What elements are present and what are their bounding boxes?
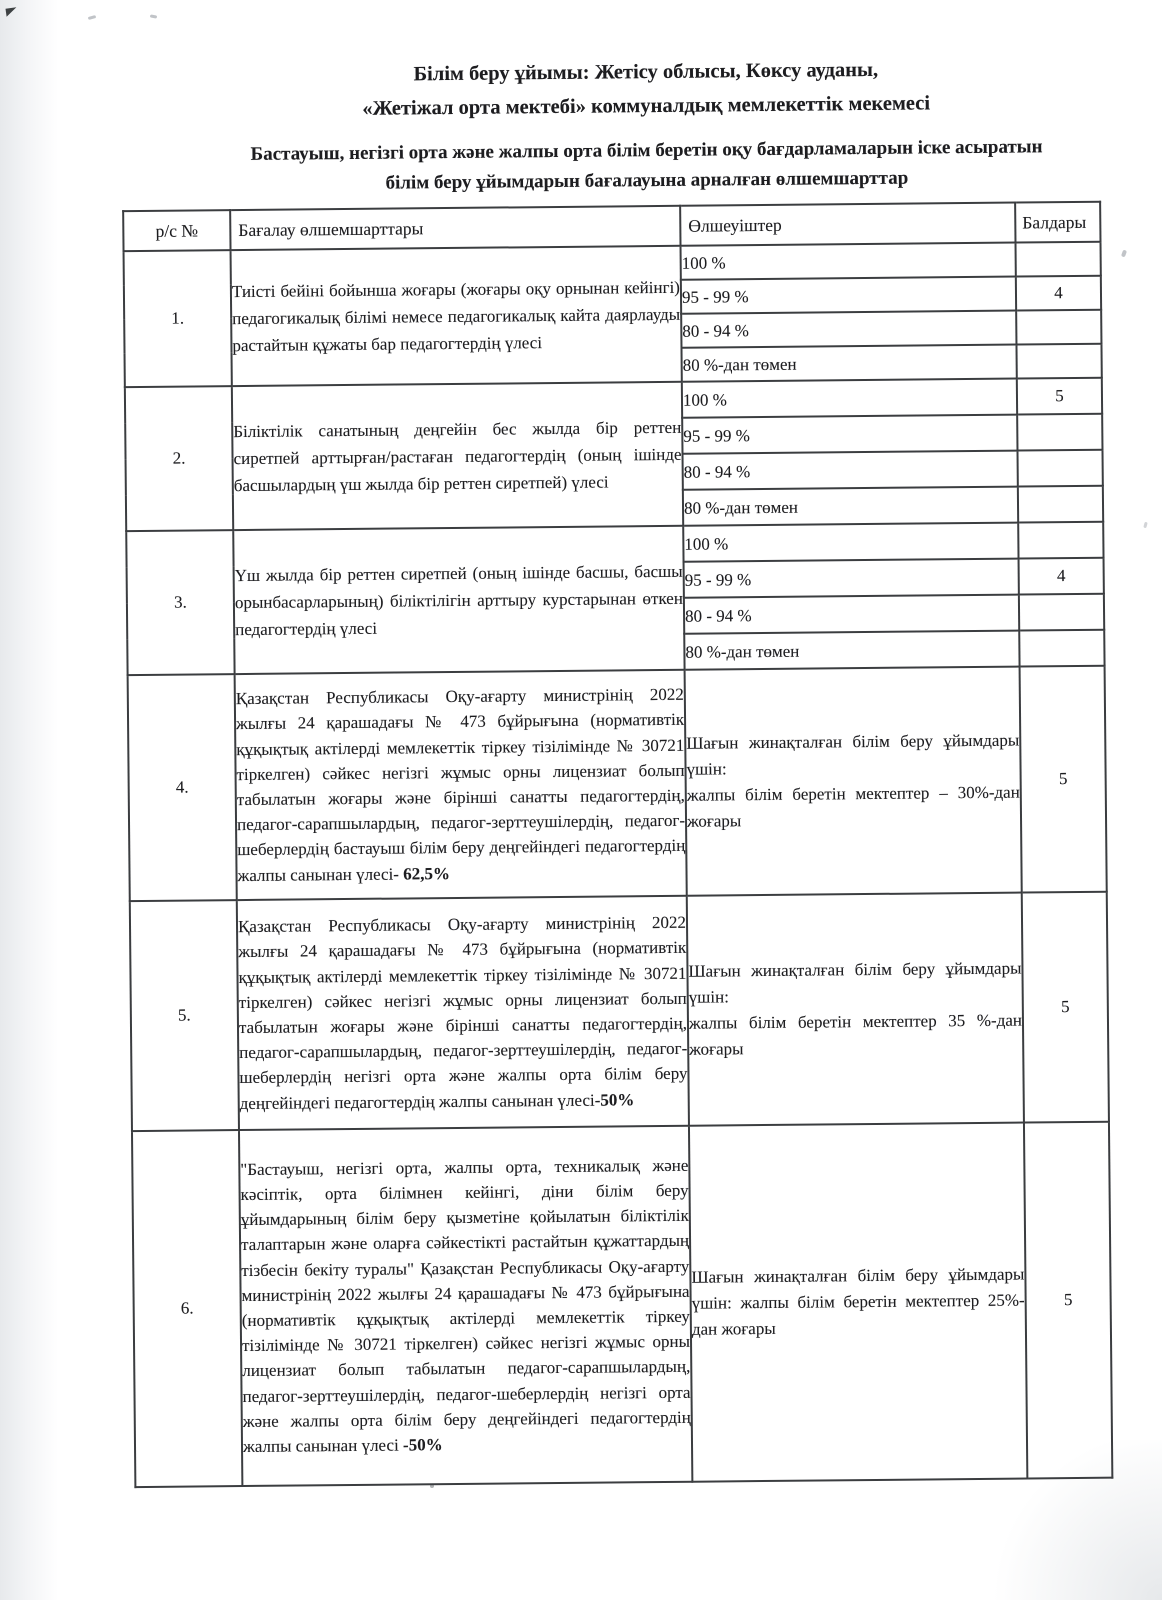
row4-measure: Шағын жинақталған білім беру ұйымдары үшін: жалпы білім беретін мектептер – 30%-дан жоғары: [685, 667, 1022, 896]
row2-measure-4: 80 %-дан төмен: [683, 487, 1018, 526]
row6-points: 5: [1024, 1122, 1112, 1479]
row3-points-3: [1019, 594, 1104, 631]
row5-criteria-value: 50%: [600, 1089, 635, 1110]
row3-measure-1: 100 %: [683, 523, 1018, 562]
criteria-table: [122, 201, 1113, 1488]
row1-measure-1: 100 %: [681, 243, 1016, 280]
row6-criteria-value: -50%: [402, 1435, 443, 1455]
row3-measure-3: 80 - 94 %: [684, 595, 1019, 634]
header-num: р/с №: [123, 210, 230, 251]
table-row-5: [130, 892, 1109, 1131]
row1-points-4: [1016, 344, 1101, 379]
organization-title: [131, 50, 1162, 128]
organization-title-line1: Білім беру ұйымы: Жетісу облысы, Көксу ауданы,: [413, 58, 879, 86]
row6-criteria: [239, 1126, 692, 1486]
row1-points-1: [1015, 242, 1100, 277]
row3-points-4: [1019, 630, 1104, 667]
row4-number: 4.: [128, 674, 237, 901]
row4-points: 5: [1020, 666, 1107, 893]
table-row-4: [128, 666, 1107, 901]
row2-measure-3: 80 - 94 %: [683, 451, 1018, 490]
table-row-6: [132, 1122, 1112, 1487]
row5-points: 5: [1022, 892, 1109, 1123]
header-points: Балдары: [1015, 202, 1100, 243]
row3-measure-4: 80 %-дан төмен: [684, 631, 1019, 670]
row1-points-3: [1016, 310, 1101, 345]
row5-criteria-text: Қазақстан Республикасы Оқу-ағарту министрінің 2022 жылғы 24 қарашадағы № 473 бұйрығына (нормативтік құқықтық актілерді мемлекеттік тіркеу тізілімінде № 30721 тіркелген) сәйкес негізгі жұмыс орны лицензиат болып табылатын жоғары және бірінші санатты педагогтердің, педагог-сарапшылардың, педагог-зерттеушілердің, педагог-шеберлердің негізгі орта және жалпы орта білім беру деңгейіндегі педагогтердің жалпы санынан үлесі-: [237, 912, 688, 1113]
header-measure: Өлшеуіштер: [680, 203, 1015, 246]
row1-measure-3: 80 - 94 %: [681, 311, 1016, 348]
row4-criteria-value: 62,5%: [403, 863, 451, 884]
row1-criteria: Тиісті бейіні бойынша жоғары (жоғары оқу орнынан кейінгі) педагогикалық білімі немесе педагогикалық кайта даярлауды растайтын құжаты бар педагогтердің үлесі: [231, 246, 682, 386]
row4-criteria-text: Қазақстан Республикасы Оқу-ағарту министрінің 2022 жылғы 24 қарашадағы № 473 бұйрығына (нормативтік құқықтық актілерді мемлекеттік тіркеу тізілімінде № 30721 тіркелген) сәйкес негізгі жұмыс орны лицензиат болып табылатын жоғары және бірінші санатты педагогтердің, педагог-сарапшылардың, педагог-зерттеушілердің, педагог-шеберлердің бастауыш білім беру деңгейіндегі педагогтердің жалпы санынан үлесі-: [235, 684, 686, 885]
row2-criteria: Біліктілік санатының деңгейін бес жылда бір реттен сиретпей арттырған/растаған педагогтердің (оның ішінде басшылардың үш жылда бір реттен сиретпей) үлесі: [232, 382, 683, 530]
row5-measure: Шағын жинақталған білім беру ұйымдары үшін: жалпы білім беретін мектептер 35 %-дан жоғары: [687, 893, 1024, 1126]
row5-number: 5.: [130, 900, 239, 1131]
row6-measure: Шағын жинақталған білім беру ұйымдары үшін: жалпы білім беретін мектептер 25%-дан жоғары: [689, 1123, 1027, 1482]
row2-points-2: [1017, 414, 1102, 451]
row3-points-1: [1018, 522, 1103, 559]
row2-measure-1: 100 %: [682, 379, 1017, 418]
row2-points-1: 5: [1017, 378, 1102, 415]
row2-points-4: [1018, 486, 1103, 523]
row2-number: 2.: [125, 386, 233, 531]
row4-criteria: [235, 670, 687, 900]
row3-points-2: 4: [1019, 558, 1104, 595]
organization-title-line2: «Жетіжал орта мектебі» коммуналдық мемлекеттік мекемесі: [362, 92, 931, 120]
row1-number: 1.: [124, 250, 232, 387]
row3-measure-2: 95 - 99 %: [684, 559, 1019, 598]
document-title: [131, 131, 1162, 201]
document-header: [131, 50, 1162, 201]
document-title-line2: білім беру ұйымдарын бағалауына арналған өлшемшарттар: [385, 167, 909, 194]
header-criteria: Бағалау өлшемшарттары: [230, 206, 680, 250]
row2-measure-2: 95 - 99 %: [682, 415, 1017, 454]
row6-criteria-text: "Бастауыш, негізгі орта, жалпы орта, техникалық және кәсіптік, орта білімнен кейінгі, діни білім беру ұйымдарының білім беру қызметіне қойылатын біліктілік талаптарын және оларға сәйкестікті растайтын құжаттардың тізбесін бекіту туралы" Қазақстан Республикасы Оқу-ағарту министрінің 2022 жылғы 24 қарашадағы № 473 бұйрығына (нормативтік құқықтық актілерді мемлекеттік тіркеу тізілімінде № 30721 тіркелген) сәйкес негізгі жұмыс орны лицензиат болып табылатын педагог-сарапшылардың, педагог-зерттеушілердің, педагог-шеберлердің негізгі орта және жалпы орта білім беру деңгейіндегі педагогтердің жалпы санынан үлесі: [240, 1155, 691, 1457]
row5-criteria: [237, 896, 689, 1130]
row1-measure-4: 80 %-дан төмен: [681, 345, 1016, 382]
row3-criteria: Үш жылда бір реттен сиретпей (оның ішінде басшы, басшы орынбасарларының) біліктілігін арттыру курстарынан өткен педагогтердің үлесі: [233, 526, 684, 674]
row3-number: 3.: [126, 530, 234, 675]
row1-measure-2: 95 - 99 %: [681, 277, 1016, 314]
row6-number: 6.: [132, 1130, 242, 1487]
row2-points-3: [1017, 450, 1102, 487]
document-title-line1: Бастауыш, негізгі орта және жалпы орта білім беретін оқу бағдарламаларын іске асыратын: [250, 136, 1043, 165]
row1-points-2: 4: [1016, 276, 1101, 311]
